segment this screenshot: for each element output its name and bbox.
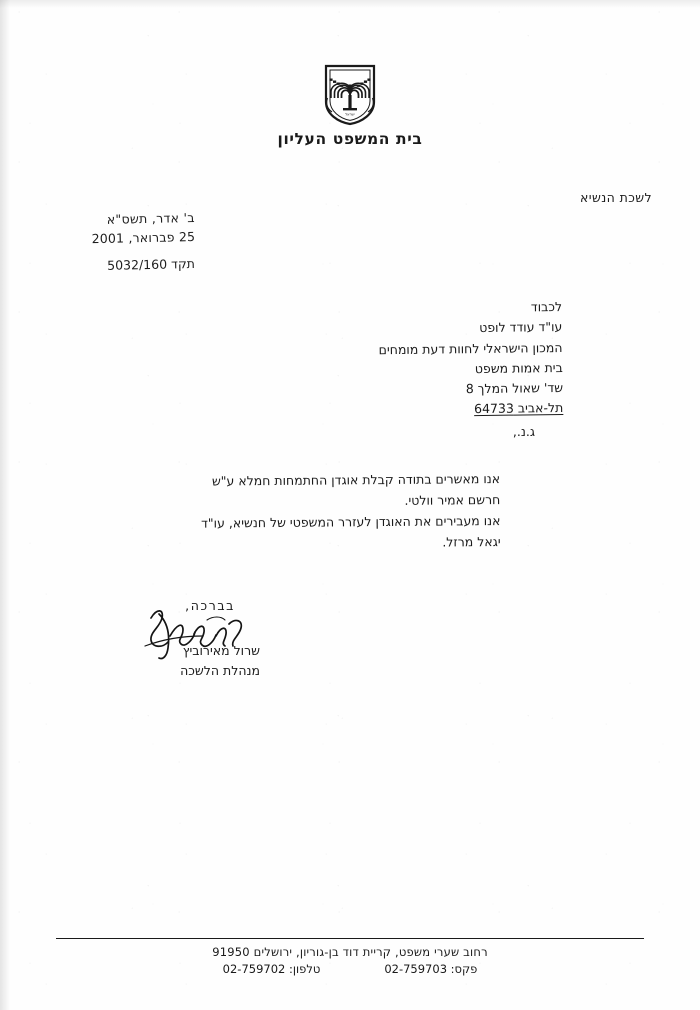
signer-name: שרול מאירוביץ [182, 643, 260, 658]
salutation: ג.נ., [512, 424, 535, 439]
addressee-name: עו"ד עודד לופט [479, 319, 563, 336]
closing-phrase: בברכה, [185, 598, 235, 613]
emblem-container [0, 62, 700, 126]
date-block [91, 208, 195, 249]
footer-address: רחוב שערי משפט, קריית דוד בן-גוריון, ירושלים 91950 [212, 945, 488, 959]
signer-title: מנהלת הלשכה [180, 663, 260, 678]
footer-fax: פקס: 02-759703 [384, 962, 478, 977]
israel-state-emblem-menorah-icon [322, 62, 378, 126]
reference-number: תקד 5032/160 [107, 256, 196, 273]
footer [0, 944, 700, 979]
office-label: לשכת הנשיא [580, 190, 652, 205]
scan-edge-shadow-left [0, 0, 10, 1010]
addressee-city: תל-אביב 64733 [474, 400, 564, 417]
hebrew-date: ב' אדר, תשס"א [107, 209, 196, 227]
footer-phone: טלפון: 02-759702 [222, 962, 321, 977]
footer-contact-row [0, 961, 700, 978]
addressee-block [378, 297, 563, 421]
body-paragraph-2: אנו מעבירים את האוגדן לעזרר המשפטי של חנשיא, עו"ד יגאל מרזל. [200, 512, 501, 550]
letter-body [180, 468, 501, 555]
addressee-organization: המכון הישראלי לחוות דעת מומחים [378, 339, 563, 357]
addressee-building: בית אמות משפט [474, 359, 563, 376]
body-paragraph-1: אנו מאשרים בתודה קבלת אוגדן החתמחות חמלא ע"ש חרשם אמיר וולטי. [211, 470, 501, 508]
scan-edge-shadow-top [0, 0, 700, 8]
gregorian-date: 25 פברואר, 2001 [91, 229, 196, 247]
addressee-honorific: לכבוד [530, 298, 563, 315]
signature-block [180, 641, 260, 681]
court-name-heading: בית המשפט העליון [277, 130, 423, 148]
svg-text:ישראל: ישראל [345, 112, 355, 117]
footer-divider [56, 938, 644, 939]
addressee-street: שד' שאול המלך 8 [465, 379, 564, 397]
